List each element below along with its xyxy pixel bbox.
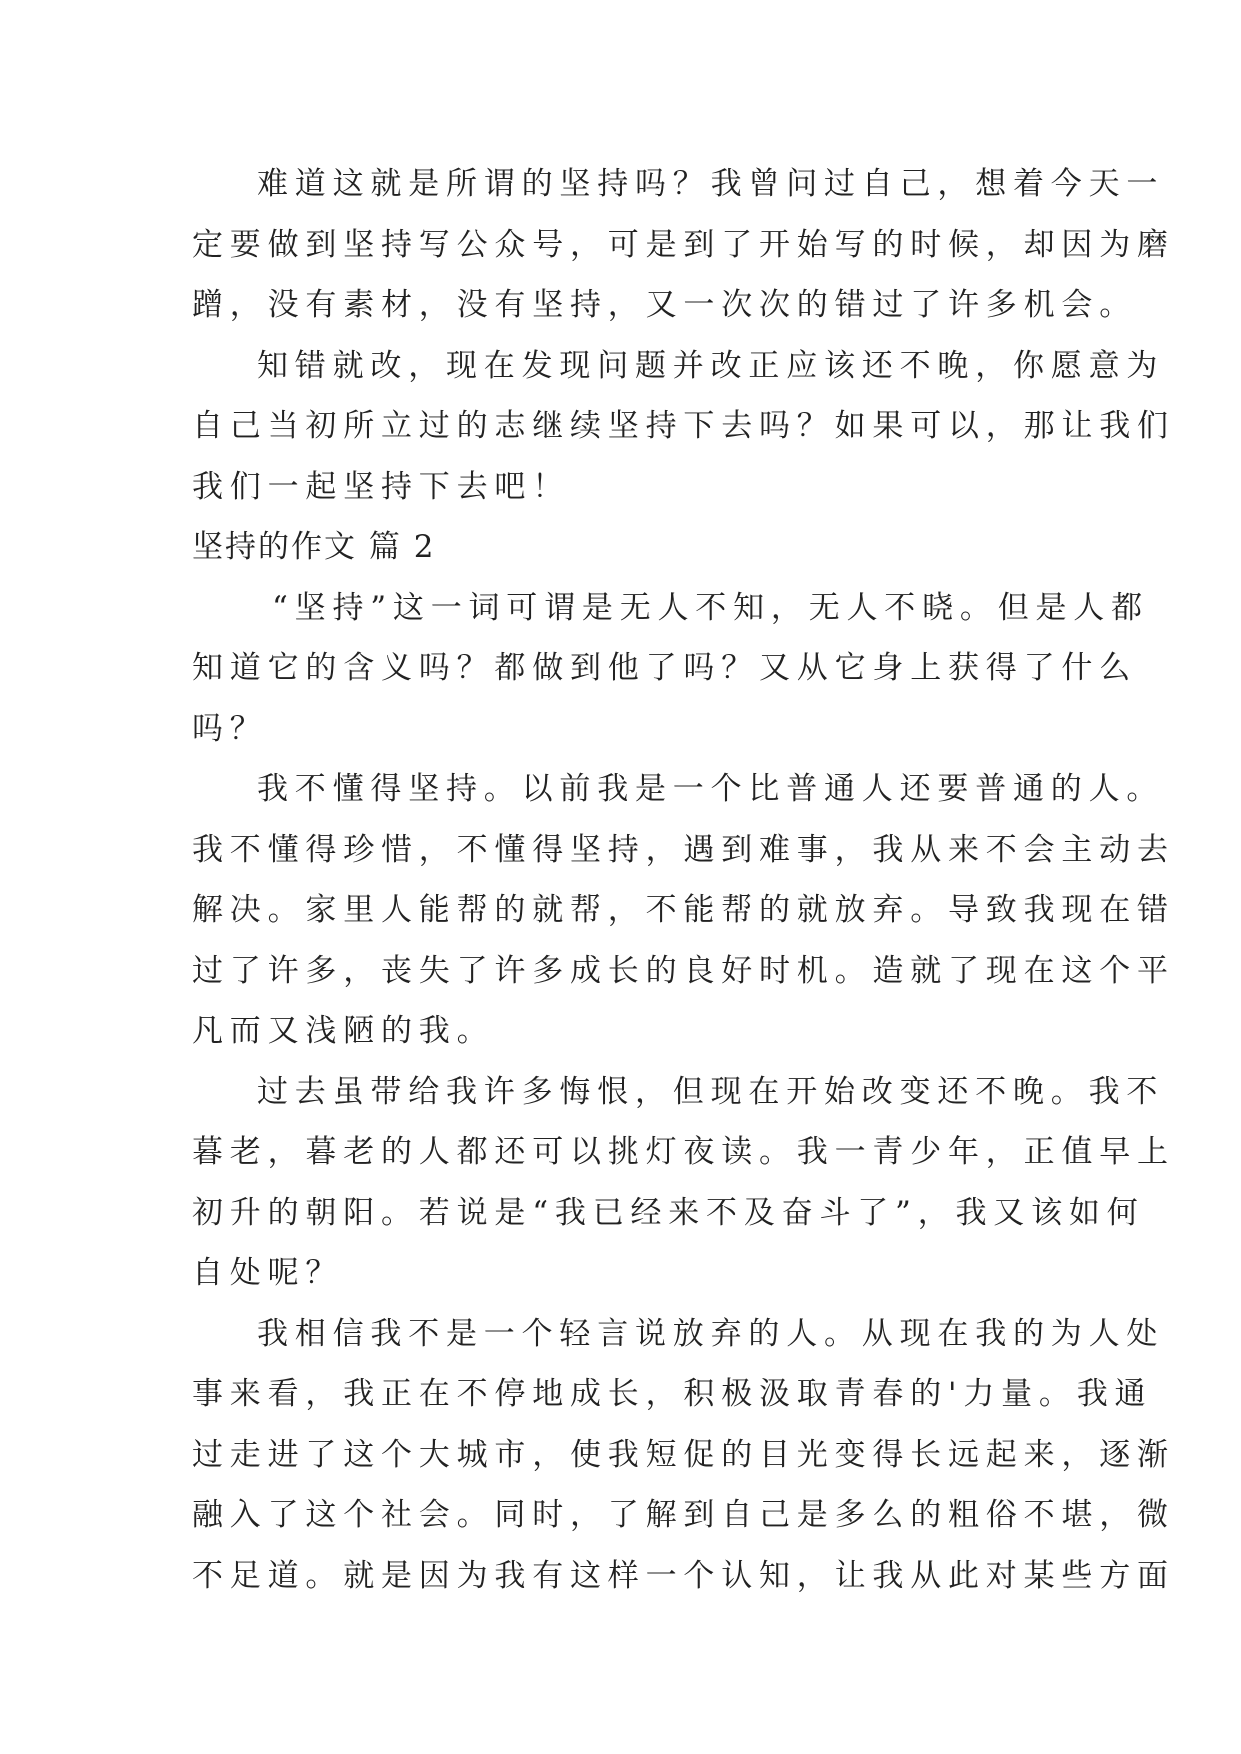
text-line: 我不懂得珍惜，不懂得坚持，遇到难事，我从来不会主动去 <box>192 831 1175 868</box>
text-line: 我们一起坚持下去吧！ <box>192 468 570 505</box>
text-line: 自处呢？ <box>192 1255 344 1291</box>
text-line: 我不懂得坚持。以前我是一个比普通人还要普通的人。 <box>257 771 1165 807</box>
text-line: 暮老，暮老的人都还可以挑灯夜读。我一青少年，正值早上 <box>192 1134 1175 1170</box>
text-line: 知道它的含义吗？都做到他了吗？又从它身上获得了什么 <box>192 650 1137 686</box>
text-line: 我相信我不是一个轻言说放弃的人。从现在我的为人处 <box>257 1315 1165 1352</box>
text-line: 定要做到坚持写公众号，可是到了开始写的时候，却因为磨 <box>192 226 1175 263</box>
section-heading: 坚持的作文 篇 2 <box>192 529 436 565</box>
text-line: 蹭，没有素材，没有坚持，又一次次的错过了许多机会。 <box>192 287 1137 323</box>
text-line: 难道这就是所谓的坚持吗？我曾问过自己，想着今天一 <box>257 166 1165 202</box>
text-line: 事来看，我正在不停地成长，积极汲取青春的'力量。我通 <box>192 1376 1153 1412</box>
text-line: 初升的朝阳。若说是“我已经来不及奋斗了”，我又该如何 <box>192 1194 1145 1231</box>
text-line: 凡而又浅陋的我。 <box>192 1013 495 1049</box>
text-line: 融入了这个社会。同时，了解到自己是多么的粗俗不堪，微 <box>192 1497 1175 1533</box>
text-line: 自己当初所立过的志继续坚持下去吗？如果可以，那让我们 <box>192 408 1175 444</box>
document-body <box>192 154 1175 1606</box>
text-line: 吗？ <box>192 710 268 747</box>
text-line: 知错就改，现在发现问题并改正应该还不晚，你愿意为 <box>257 347 1165 384</box>
text-line: 解决。家里人能帮的就帮，不能帮的就放弃。导致我现在错 <box>192 892 1175 928</box>
text-line: 不足道。就是因为我有这样一个认知，让我从此对某些方面 <box>192 1557 1175 1594</box>
text-line: 过了许多，丧失了许多成长的良好时机。造就了现在这个平 <box>192 952 1175 989</box>
text-line: “坚持”这一词可谓是无人不知，无人不晓。但是人都 <box>272 589 1149 626</box>
text-line: 过去虽带给我许多悔恨，但现在开始改变还不晚。我不 <box>257 1073 1165 1110</box>
text-line: 过走进了这个大城市，使我短促的目光变得长远起来，逐渐 <box>192 1436 1175 1473</box>
